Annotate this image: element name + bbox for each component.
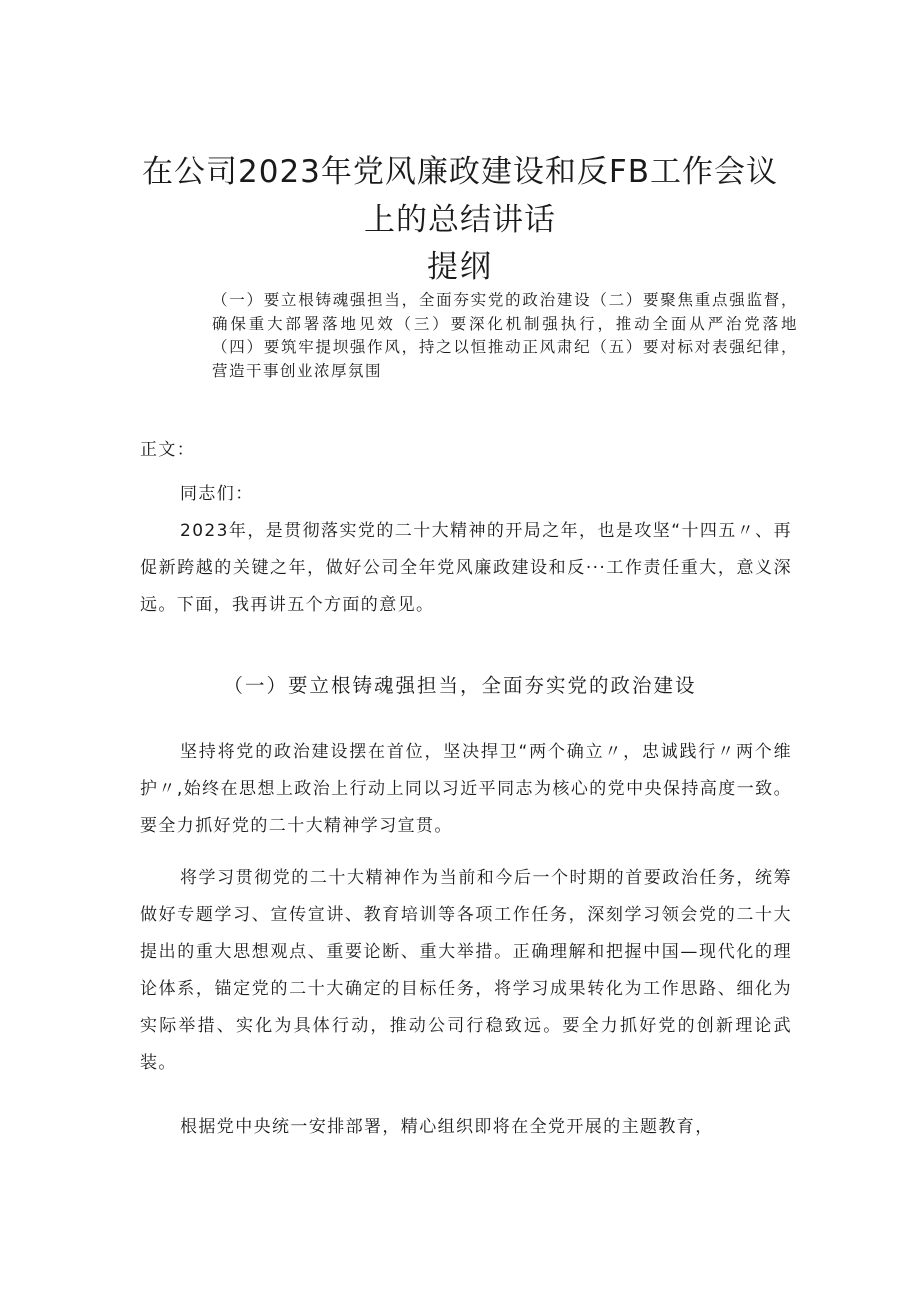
- outline-text: （一）要立根铸魂强担当，全面夯实党的政治建设（二）要聚焦重点强监督，确保重大部署落地见效（三）要深化机制强执行，推动全面从严治党落地（四）要筑牢提坝强作风，持之以恒推动正风肃纪（五）要对标对表强纪律，营造干事创业浓厚氛围: [212, 291, 798, 380]
- greeting: 同志们：: [180, 484, 254, 504]
- document-title-line-1: 在公司2023年党风廉政建设和反FB工作会议: [142, 154, 778, 190]
- paragraph-3: 将学习贯彻党的二十大精神作为当前和今后一个时期的首要政治任务，统筹做好专题学习、宣传宣讲、教育培训等各项工作任务，深刻学习领会党的二十大提出的重大思想观点、重要论断、重大举措。正确理解和把握中国—现代化的理论体系，锚定党的二十大确定的目标任务，将学习成果转化为工作思路、细化为实际举措、实化为具体行动，推动公司行稳致远。要全力抓好党的创新理论武装。: [140, 868, 792, 1073]
- paragraph-1: 2023年，是贯彻落实党的二十大精神的开局之年，也是攻坚“十四五〃、再促新跨越的关键之年，做好公司全年党风廉政建设和反···工作责任重大，意义深远。下面，我再讲五个方面的意见。: [140, 521, 792, 615]
- section-heading-1: （一）要立根铸魂强担当，全面夯实党的政治建设: [223, 674, 697, 697]
- body-label: 正文：: [140, 440, 196, 460]
- document-title-line-2: 上的总结讲话: [364, 202, 556, 238]
- outline-heading: 提纲: [427, 249, 493, 285]
- paragraph-2: 坚持将党的政治建设摆在首位，坚决捍卫“两个确立〃，忠诚践行〃两个维护〃,始终在思想上政治上行动上同以习近平同志为核心的党中央保持高度一致。要全力抓好党的二十大精神学习宣贯。: [140, 742, 792, 836]
- paragraph-4: 根据党中央统一安排部署，精心组织即将在全党开展的主题教育，: [180, 1117, 714, 1137]
